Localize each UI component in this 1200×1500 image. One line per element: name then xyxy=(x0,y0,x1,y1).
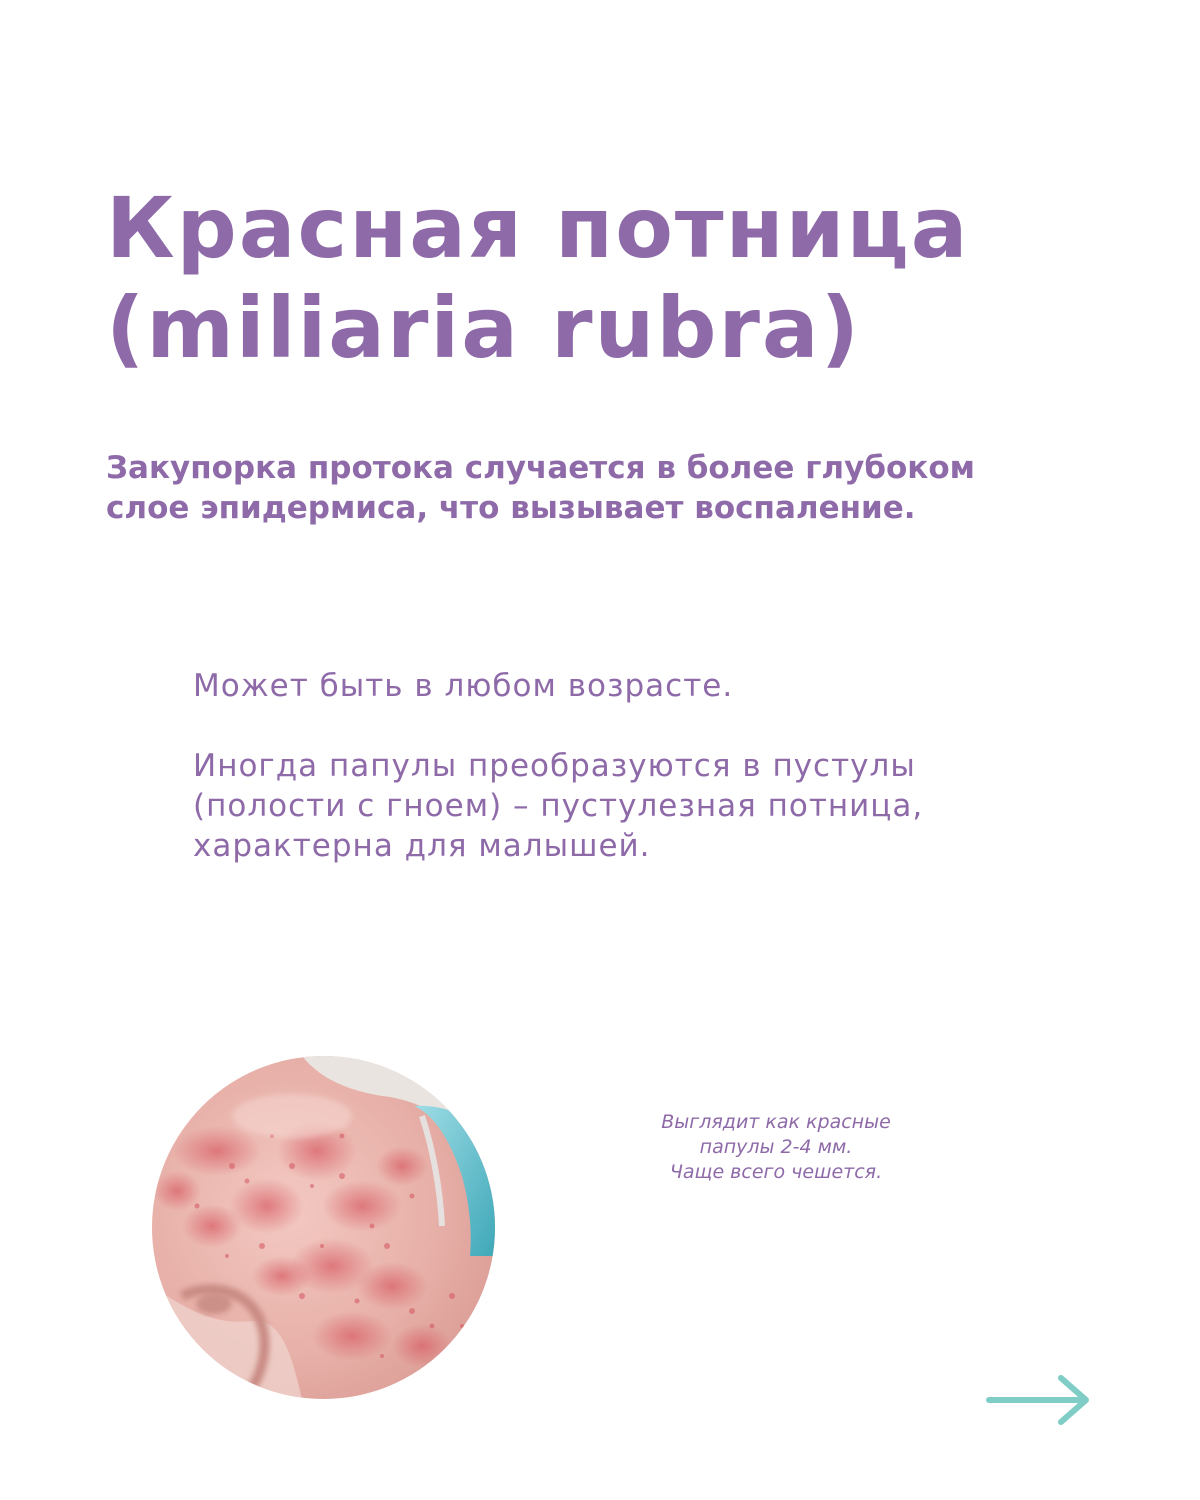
rash-photo xyxy=(152,1056,495,1399)
page-title xyxy=(106,178,1086,378)
caption-line-3: Чаще всего чешется. xyxy=(669,1161,883,1183)
body-paragraph-age-line-1: Может быть в любом возрасте. xyxy=(193,668,734,704)
body-paragraph-pustules-line-1: Иногда папулы преобразуются в пустулы xyxy=(193,748,916,784)
arrow-right-icon xyxy=(985,1373,1095,1427)
rash-photo-illustration xyxy=(152,1056,495,1399)
body-paragraph-pustules-line-2: (полости с гноем) – пустулезная потница, xyxy=(193,788,924,824)
photo-caption xyxy=(606,1110,946,1185)
page-subtitle xyxy=(106,448,1106,528)
body-paragraph-pustules-line-3: характерна для малышей. xyxy=(193,828,651,864)
page-title-line-1: Красная потница xyxy=(106,179,970,277)
next-slide-button[interactable] xyxy=(985,1373,1095,1427)
caption-line-1: Выглядит как красные xyxy=(661,1111,891,1133)
body-paragraph-pustules xyxy=(193,746,1093,866)
subtitle-line-2: слое эпидермиса, что вызывает воспаление. xyxy=(106,490,916,526)
page-title-line-2: (miliaria rubra) xyxy=(106,279,861,377)
caption-line-2: папулы 2-4 мм. xyxy=(699,1136,853,1158)
body-paragraph-age xyxy=(193,666,1093,706)
subtitle-line-1: Закупорка протока случается в более глубоком xyxy=(106,450,975,486)
